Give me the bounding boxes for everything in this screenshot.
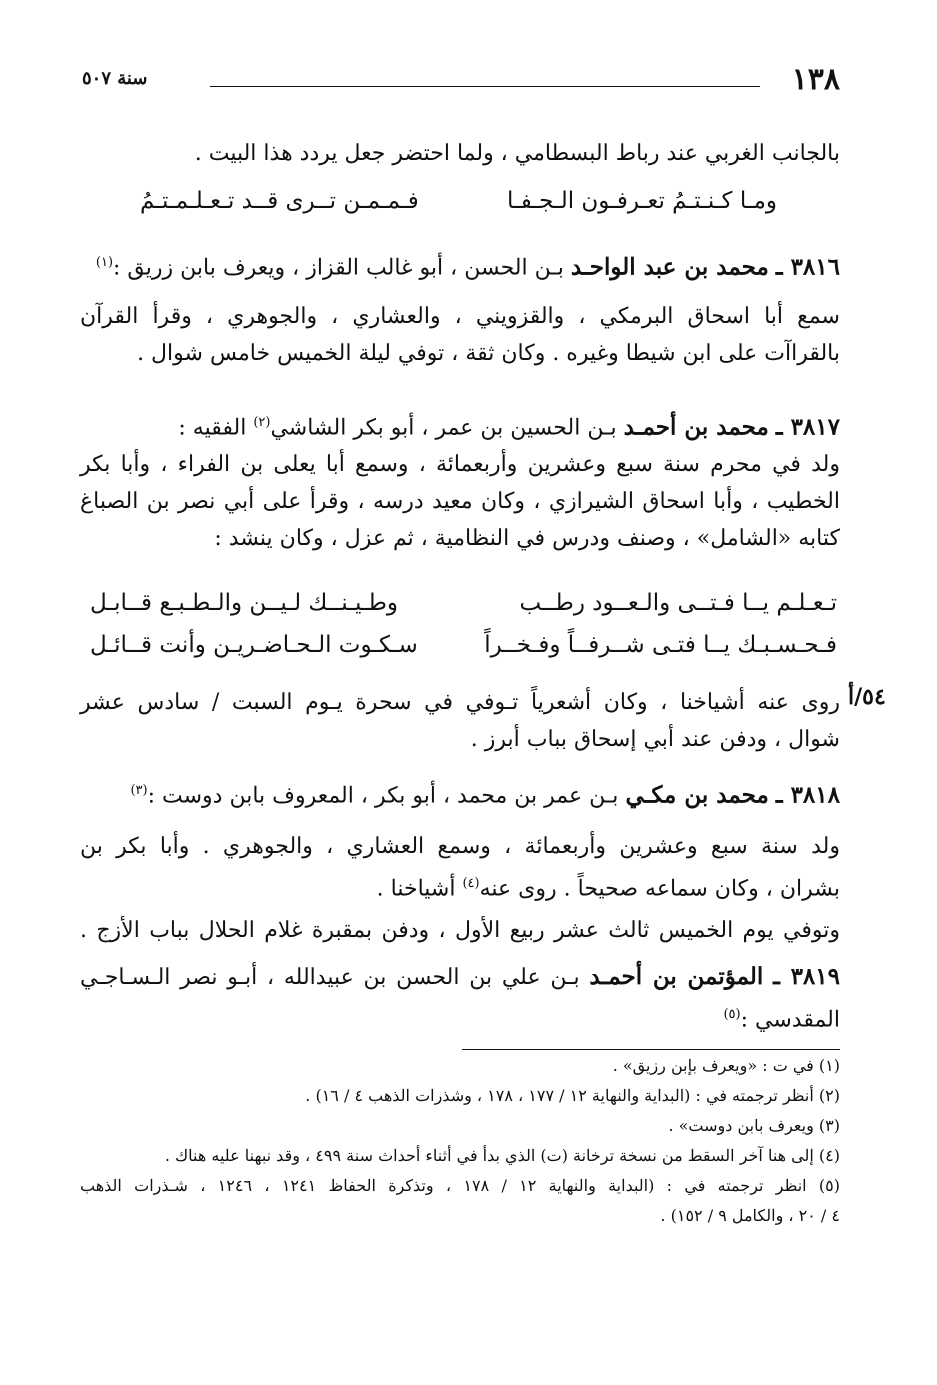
- text-segment: بشران ، وكان سماعه صحيحاً . روى عنه: [479, 876, 840, 902]
- header-rule: [210, 86, 760, 87]
- footnote-ref: (٢): [253, 415, 271, 430]
- entry-3819: [80, 958, 840, 1038]
- text-line: [80, 865, 840, 907]
- page-number: ١٣٨: [791, 62, 840, 97]
- entry-lineage: بـن علي بن الحسن بن عبيدالله ، أبـو نصر الـسـاجـي: [80, 965, 580, 990]
- footnote-ref: (١): [95, 255, 114, 270]
- entry-3816-text: [80, 298, 840, 372]
- text-line: روى عنه أشياخنا ، وكان أشعرياً تـوفي في سحرة يـوم السبت / سادس عشر: [80, 690, 840, 715]
- running-title-year: سنة ٥٠٧: [82, 68, 148, 89]
- entry-3818-death: [80, 912, 840, 949]
- text-line: وتوفي يوم الخميس ثالث عشر ربيع الأول ، ودفن بمقبرة غلام الحلال بباب الأزج .: [80, 918, 840, 943]
- entry-name: محمد بن عبد الواحـد: [570, 253, 769, 281]
- verse2-line1-first: تـعـلـم يــا فـتــى والـعــود رطــب: [519, 590, 837, 616]
- text-line: بالجانب الغربي عند رباط البسطامي ، ولما احتضر جعل يردد هذا البيت .: [194, 141, 840, 166]
- verse2-line2-second: سـكـوت الـحـاضـريـن وأنت قــائـل: [90, 632, 418, 658]
- entry-3818: [80, 772, 840, 814]
- footnote-ref: (٥): [723, 1007, 741, 1022]
- footnote-5: (٥) انظر ترجمته في : (البداية والنهاية ١٢ / ١٧٨ ، وتذكرة الحفاظ ١٢٤١ ، ١٢٤٦ ، شـذرات الذهب: [80, 1176, 841, 1195]
- entry-name: محمد بن أحمـد: [623, 413, 769, 441]
- verse2-line1-second: وطـيـنــك لـيــن والـطـبـع قــابـل: [90, 590, 399, 616]
- footnote-4: (٤) إلى هنا آخر السقط من نسخة ترخانة (ت) الذي بدأ في أثناء أحداث سنة ٤٩٩ ، وقد نبهنا عليه هناك .: [164, 1146, 840, 1165]
- footnote-3: (٣) ويعرف بابن دوست» .: [668, 1116, 840, 1135]
- text-line: كتابه «الشامل» ، وصنف ودرس في النظامية ، ثم عزل ، وكان ينشد :: [214, 526, 840, 552]
- entry-lineage: بـن الحسن ، أبو غالب القزاز ، ويعرف بابن زريق :: [113, 255, 564, 281]
- folio-marker: ٥٤/أ: [848, 684, 886, 710]
- text-line: سمع أبا اسحاق البرمكي ، والقزويني ، والعشاري ، والجوهري ، وقرأ القرآن: [80, 304, 840, 329]
- entry-heading: [80, 958, 840, 996]
- entry-number: ٣٨١٦ ـ: [775, 253, 840, 281]
- entry-number: ٣٨١٧ ـ: [775, 413, 840, 441]
- entry-heading: [80, 404, 840, 446]
- running-header: [82, 62, 840, 102]
- footnote-2: (٢) أنظر ترجمته في : (البداية والنهاية ١٢ / ١٧٧ ، ١٧٨ ، وشذرات الذهب ٤ / ١٦) .: [305, 1086, 840, 1105]
- text-line: ولد سنة سبع وعشرين وأربعمائة ، وسمع العشاري ، والجوهري . وأبا بكر بن: [80, 834, 840, 859]
- text-line: شوال ، ودفن عند أبي إسحاق بباب أبرز .: [470, 727, 840, 752]
- footnote-separator: [462, 1049, 840, 1050]
- text-line: [80, 996, 840, 1038]
- entry-title: الفقيه :: [178, 415, 247, 441]
- entry-heading: [80, 772, 840, 814]
- verse1-second-hemistich: فـمـمـن تــرى قــد تـعـلـمـتـمُ: [140, 188, 419, 214]
- footnotes: [80, 1051, 840, 1231]
- entry-3818-text: [80, 828, 840, 907]
- text-line: الخطيب ، وأبا اسحاق الشيرازي ، وكان معيد درسه ، وقرأ على أبي نصر بن الصباغ: [80, 489, 841, 515]
- text-line: بالقراآت على ابن شيطا وغيره . وكان ثقة ، توفي ليلة الخميس خامس شوال .: [137, 341, 840, 366]
- verse1-first-hemistich: ومـا كـنـتـمُ تعـرفـون الـجـفـا: [507, 188, 777, 214]
- footnote-1: (١) في ت : «ويعرف بإبن رزيق» .: [612, 1056, 840, 1075]
- entry-number: ٣٨١٩ ـ: [773, 963, 840, 990]
- text-line: ولد في محرم سنة سبع وعشرين وأربعمائة ، وسمع أبا يعلى بن الفراء ، وأبا بكر: [80, 452, 840, 478]
- text-segment: أشياخنا .: [376, 876, 456, 902]
- entry-heading: [80, 244, 840, 286]
- entry-nisba: المقدسي :: [740, 1007, 840, 1033]
- footnote-ref: (٤): [462, 876, 480, 891]
- entry-lineage: بـن الحسين بن عمر ، أبو بكر الشاشي: [270, 415, 617, 441]
- entry-3816: [80, 244, 840, 286]
- verse2-line2-first: فـحـسـبـك يــا فتـى شــرفــاً وفـخــراً: [484, 632, 837, 658]
- entry-lineage: بـن عمر بن محمد ، أبو بكر ، المعروف بابن دوست :: [147, 783, 619, 809]
- entry-name: المؤتمن بن أحمـد: [589, 963, 764, 990]
- entry-3817: [80, 404, 840, 557]
- entry-name: محمد بن مكـي: [625, 781, 769, 809]
- entry-number: ٣٨١٨ ـ: [775, 781, 840, 809]
- footnote-ref: (٣): [130, 783, 148, 798]
- intro-paragraph: [80, 135, 840, 172]
- footnote-5-continued: ٤ / ٢٠ ، والكامل ٩ / ١٥٢) .: [660, 1206, 840, 1225]
- entry-3817-death: [80, 684, 840, 758]
